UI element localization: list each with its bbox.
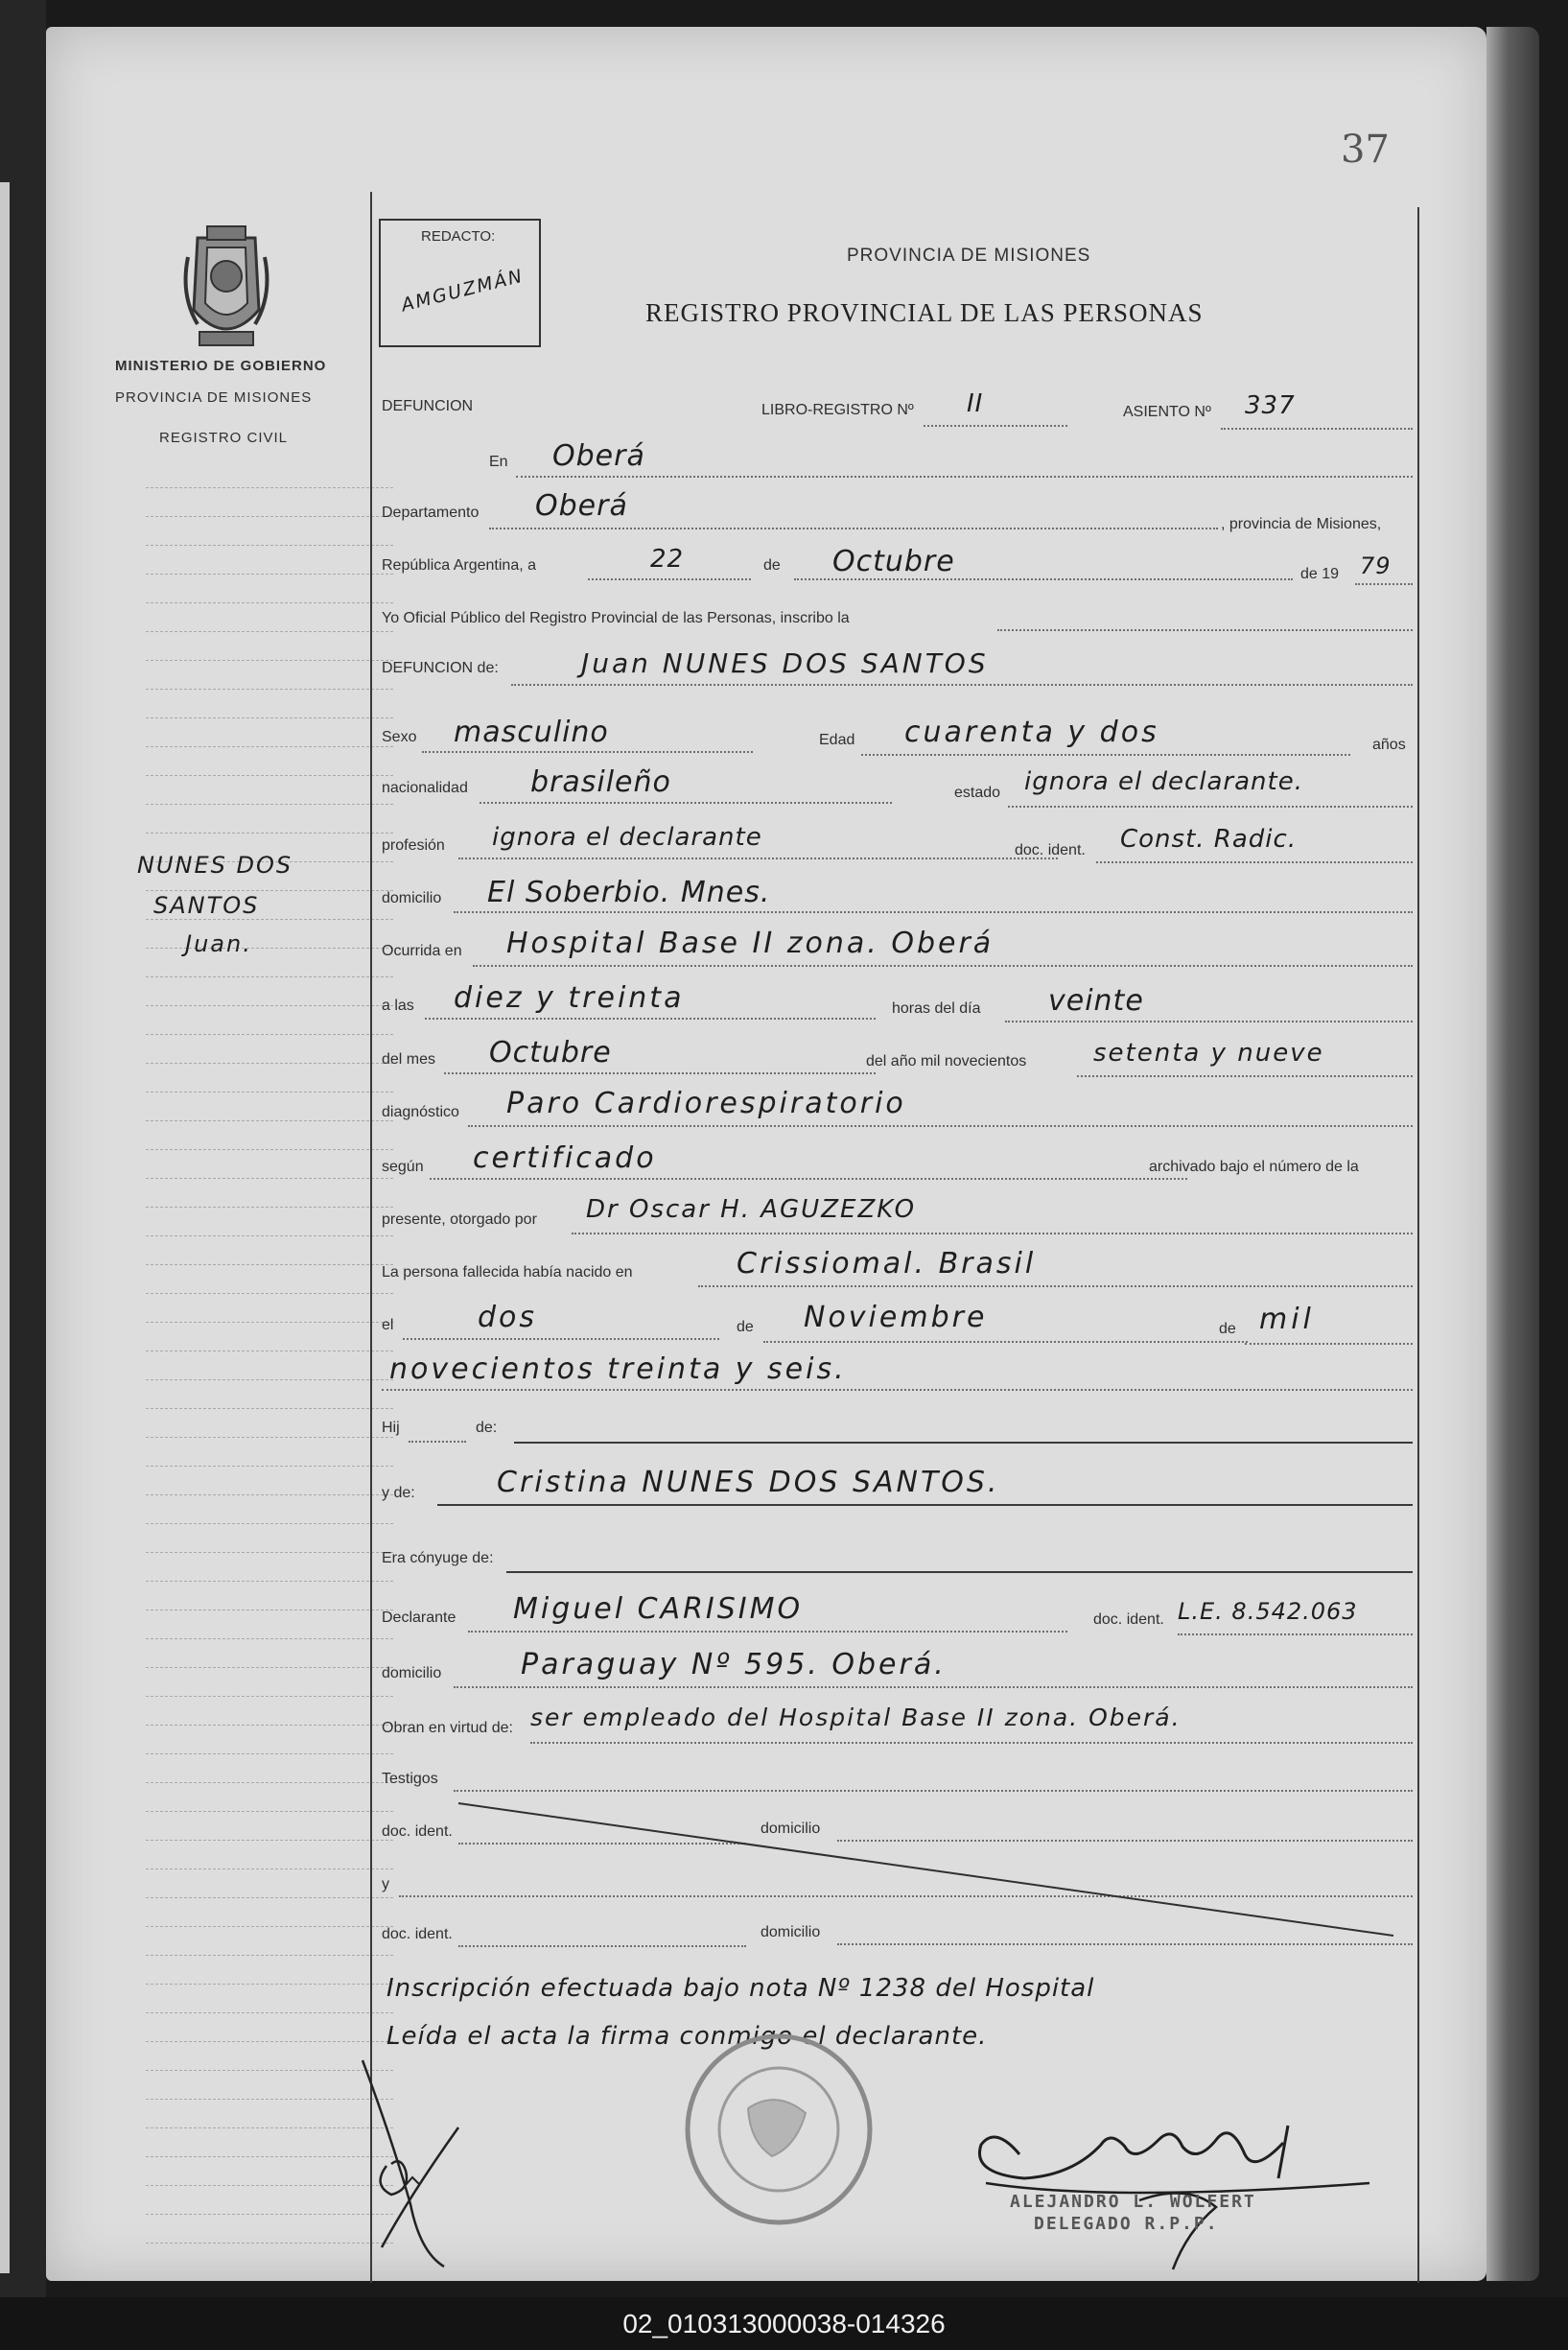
- birthplace-value: Crissiomal. Brasil: [737, 1247, 1037, 1281]
- nationality-value: brasileño: [530, 765, 671, 799]
- libro-number: II: [967, 389, 984, 418]
- year-words-value: setenta y nueve: [1093, 1039, 1324, 1068]
- capacity-value: ser empleado del Hospital Base II zona. Oberá.: [530, 1704, 1182, 1731]
- ministry-line: MINISTERIO DE GOBIERNO: [115, 358, 327, 374]
- residence-value: El Soberbio. Mnes.: [487, 876, 771, 909]
- profession-value: ignora el declarante: [492, 823, 762, 852]
- page-title: REGISTRO PROVINCIAL DE LAS PERSONAS: [645, 298, 1204, 327]
- official-name: ALEJANDRO L. WOLFERT: [1010, 2192, 1256, 2212]
- month-value: Octubre: [832, 545, 955, 578]
- issuing-doctor-value: Dr Oscar H. AGUZEZKO: [586, 1195, 917, 1224]
- declarant-name-value: Miguel CARISIMO: [513, 1592, 804, 1626]
- redacto-stamp: REDACTO: AMGUZMÁN: [379, 219, 541, 347]
- official-title: DELEGADO R.P.P.: [1034, 2214, 1219, 2234]
- place-value: Oberá: [552, 439, 645, 473]
- year-value: 79: [1360, 552, 1392, 579]
- per-document-value: certificado: [473, 1141, 657, 1175]
- margin-note-surname: NUNES DOS: [137, 852, 293, 879]
- book-page-edges-right: [1486, 27, 1539, 2281]
- registration-note-2: Leída el acta la firma conmigo el declarante.: [386, 2022, 988, 2051]
- coat-of-arms-icon: [178, 219, 274, 363]
- civil-registry-line: REGISTRO CIVIL: [159, 430, 289, 446]
- deceased-name: Juan NUNES DOS SANTOS: [581, 647, 989, 679]
- document-value: Const. Radic.: [1120, 825, 1298, 854]
- province-line: PROVINCIA DE MISIONES: [115, 389, 313, 406]
- registry-seal-icon: [681, 2032, 878, 2228]
- birth-thousand-value: mil: [1259, 1303, 1315, 1336]
- declarant-signature-icon: [353, 2051, 487, 2271]
- declarant-document-value: L.E. 8.542.063: [1178, 1598, 1358, 1625]
- mother-name-value: Cristina NUNES DOS SANTOS.: [497, 1466, 1000, 1499]
- birth-month-value: Noviembre: [804, 1301, 988, 1334]
- declarant-address-value: Paraguay Nº 595. Oberá.: [521, 1648, 947, 1681]
- day-value: 22: [650, 545, 685, 574]
- department-value: Oberá: [535, 489, 628, 523]
- page-number: 37: [1341, 128, 1390, 172]
- diagnosis-value: Paro Cardiorespiratorio: [506, 1087, 906, 1120]
- asiento-number: 337: [1245, 391, 1296, 420]
- birth-year-value: novecientos treinta y seis.: [389, 1352, 847, 1386]
- civil-status-value: ignora el declarante.: [1024, 767, 1303, 796]
- hour-value: diez y treinta: [454, 981, 685, 1015]
- witness-strike-line: [449, 1792, 1408, 1945]
- sex-value: masculino: [454, 716, 609, 749]
- facing-page-edge: [0, 182, 10, 2273]
- margin-note-surname2: SANTOS: [153, 892, 260, 919]
- birth-day-value: dos: [478, 1301, 538, 1334]
- month-of-death-value: Octubre: [489, 1036, 612, 1069]
- age-value: cuarenta y dos: [904, 716, 1159, 749]
- image-caption: 02_010313000038-014326: [622, 2309, 946, 2338]
- margin-note-name: Juan.: [185, 930, 252, 957]
- day-words-value: veinte: [1048, 984, 1144, 1018]
- province-header: PROVINCIA DE MISIONES: [847, 246, 1091, 266]
- registration-note-1: Inscripción efectuada bajo nota Nº 1238 del Hospital: [386, 1974, 1095, 2003]
- stamp-signer: AMGUZMÁN: [399, 265, 527, 317]
- register-page: 37 MINISTERIO DE GOBIERNO PROVINCIA DE MISIONES REGISTRO CIVIL NUNES DOS SANTOS Juan. REDACTO: AMGUZMÁN PROVINCIA DE MISIONES REGISTRO PROVINCIAL DE LAS PERSONAS DEFUNCION LIBRO-REGISTRO Nº II ASIENTO Nº 337 En Oberá Departamento Oberá , provincia de Misiones, República Argentina, a 22 de Octubre de 19 79 Yo Oficial Público del Registro Provincial de las Personas, inscribo la DEFUNCION de: Juan NUNES DOS SANTOS Sexo masculino Edad cuarenta y dos años nacionalidad brasileño estado ignora el declarante. profesión ignora el declarante doc. ident. Const. Radic. domicilio El Soberbio. Mnes. Ocurrida en Hospital Base II zona. Oberá a las diez y treinta horas del día veinte del mes Octubre del año mil novecientos setenta y nueve diagnóstico Paro Cardiorespiratorio según certificado archivado bajo el número de la presente, otorgado por Dr Oscar H. AGUZEZKO La persona fallecida había nacido en Crissiomal. Brasil el dos de Noviembre de mil novecientos treinta y seis. Hij de: y de: Cristina NUNES DOS SANTOS. Era cónyuge de: Declarante Miguel CARISIMO doc. ident. L.E. 8.542.063 domicilio Paraguay Nº 595. Oberá. Obran en virtud de: ser empleado del Hospital Base II zona. Oberá. Testigos doc. ident. domicilio y doc. ident. domicilio Inscripción efectuada bajo nota Nº 1238 del Hospital Leída el acta la firma conmigo el declarante. ALEJANDRO L. WOLFERT DELEGADO R.P.P.: [46, 27, 1486, 2281]
- official-signature-icon: [967, 2087, 1417, 2289]
- place-of-death-value: Hospital Base II zona. Oberá: [506, 927, 995, 960]
